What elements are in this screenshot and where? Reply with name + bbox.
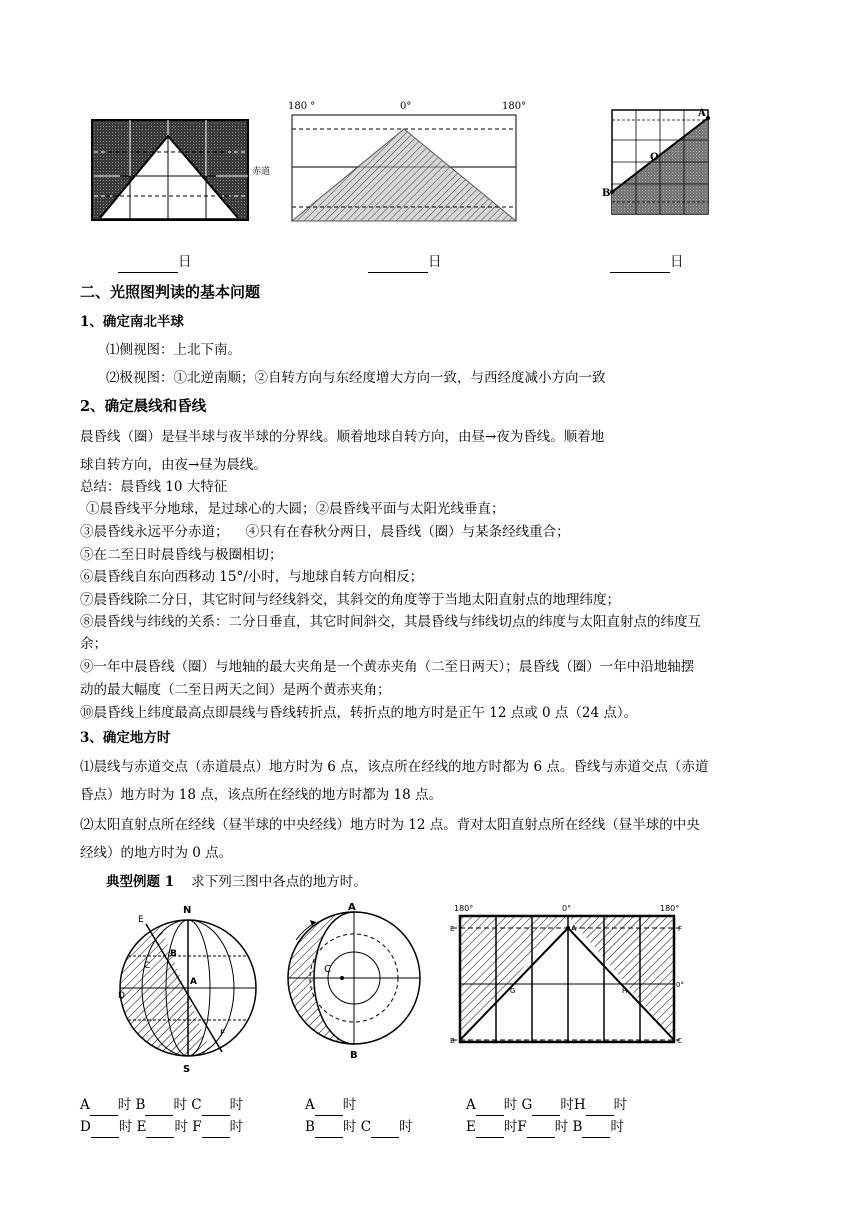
answer-row-g1-2: D 时 E 时 F 时 [80,1117,243,1138]
lat-0: 0° [676,981,684,989]
lon-label-right: 180° [502,101,527,112]
equator-label: 赤道 [252,167,271,177]
hemisphere-item-1: ⑴侧视图：上北下南。 [106,342,241,358]
blank-H3[interactable] [586,1095,614,1116]
terminator-para-2: 球自转方向，由夜→昼为晨线。 [80,457,267,473]
hemisphere-item-2: ⑵极视图：①北逆南顺；②自转方向与东经度增大方向一致，与西经度减小方向一致 [106,370,606,386]
top-answer-1[interactable]: 日 [118,252,192,273]
top-figure-2 [286,97,532,228]
point-N: N [183,905,192,916]
blank-B[interactable] [145,1095,173,1116]
heading-local-time: 3、确定地方时 [80,730,171,746]
point-C: C [144,961,151,971]
blank-B2[interactable] [315,1117,343,1138]
terminator-para-1: 晨昏线（圈）是昼半球与夜半球的分界线。顺着地球自转方向，由昼→夜为昏线。顺着地 [80,429,605,445]
section-title: 二、光照图判读的基本问题 [80,283,261,301]
point-D: D [118,991,125,1001]
point-E: E [138,915,144,925]
feature-1: ①晨昏线平分地球，是过球心的大圆；②晨昏线平面与太阳光线垂直； [86,501,505,517]
blank-E[interactable] [146,1117,174,1138]
example-figure-2 [282,900,422,1062]
point-S: S [183,1064,191,1075]
top-figure-1 [88,114,276,226]
feature-4: ⑥晨昏线自东向西移动 15°/小时，与地球自转方向相反； [80,569,424,585]
answer-row-g3-1: A 时 G 时H 时 [466,1095,627,1116]
point-E: E [450,925,455,933]
blank-C2[interactable] [371,1117,399,1138]
point-B: B [170,949,177,959]
feature-6-cont: 余； [80,636,107,652]
local-time-para-4: 经线）的地方时为 0 点。 [80,845,233,861]
point-B: B [602,188,611,199]
point-A: A [698,108,706,119]
point-H: H [622,987,628,995]
feature-3: ⑤在二至日时晨昏线与极圈相切； [80,547,283,563]
blank-D[interactable] [91,1117,119,1138]
feature-2: ③晨昏线永远平分赤道； ④只有在春秋分两日，晨昏线（圈）与某条经线重合； [80,524,570,540]
lon-0: 0° [562,904,572,913]
local-time-para-2: 昏点）地方时为 18 点，该点所在经线的地方时都为 18 点。 [80,787,443,803]
blank-C[interactable] [202,1095,230,1116]
point-A: A [190,977,197,987]
feature-7: ⑨一年中晨昏线（圈）与地轴的最大夹角是一个黄赤夹角（二至日两天）；晨昏线（圈）一年中沿地轴摆 [80,659,695,675]
point-A: A [348,902,356,913]
blank-E3[interactable] [476,1117,504,1138]
heading-hemisphere: 1、确定南北半球 [80,314,184,330]
point-A: A [571,924,577,933]
blank-A[interactable] [90,1095,118,1116]
point-F: F [220,1029,226,1039]
answer-row-g2-1: A 时 [305,1095,356,1116]
blank-F[interactable] [202,1117,230,1138]
point-C: C [677,1037,682,1045]
lon-label-left: 180 ° [288,101,316,112]
point-F: F [678,925,683,933]
example-figure-3 [446,900,686,1062]
blank-F3[interactable] [527,1117,555,1138]
feature-7-cont: 动的最大幅度（二至日两天之间）是两个黄赤夹角； [80,682,391,698]
example-question: 求下列三图中各点的地方时。 [191,874,367,890]
top-answer-3[interactable]: 日 [610,252,684,273]
local-time-para-3: ⑵太阳直射点所在经线（昼半球的中央经线）地方时为 12 点。背对太阳直射点所在经线（昼半球的中央 [80,817,700,833]
example-label: 典型例题 1 [106,874,175,890]
point-O: O [650,152,659,163]
blank-B3[interactable] [582,1117,610,1138]
answer-row-g1-1: A 时 B 时 C 时 [80,1095,243,1116]
lon-label-center: 0° [400,101,412,112]
local-time-para-1: ⑴晨线与赤道交点（赤道晨点）地方时为 6 点，该点所在经线的地方时都为 6 点。昏线与赤道交点（赤道 [80,759,709,775]
feature-5: ⑦晨昏线除二分日，其它时间与经线斜交，其斜交的角度等于当地太阳直射点的地理纬度； [80,592,620,608]
point-B: B [350,1050,358,1061]
lon-180-left: 180° [454,904,474,913]
point-B: B [450,1037,455,1045]
blank-G3[interactable] [532,1095,560,1116]
point-C: C [324,964,331,975]
answer-row-g2-2: B 时 C 时 [305,1117,413,1138]
top-answer-2[interactable]: 日 [368,252,442,273]
example-figure-1 [110,900,270,1076]
blank-A3[interactable] [476,1095,504,1116]
feature-6: ⑧晨昏线与纬线的关系：二分日垂直，其它时间斜交，其晨昏线与纬线切点的纬度与太阳直射点的纬度互 [80,614,701,630]
summary-line: 总结：晨昏线 10 大特征 [80,479,228,495]
feature-8: ⑩晨昏线上纬度最高点即晨线与昏线转折点，转折点的地方时是正午 12 点或 0 点（24 点）。 [80,705,638,721]
top-figure-3 [600,106,720,218]
blank-A2[interactable] [315,1095,343,1116]
answer-row-g3-2: E 时F 时 B 时 [466,1117,624,1138]
heading-terminator: 2、确定晨线和昏线 [80,398,207,415]
lon-180-right: 180° [660,904,680,913]
point-G: G [510,987,516,995]
example-heading [106,872,367,892]
